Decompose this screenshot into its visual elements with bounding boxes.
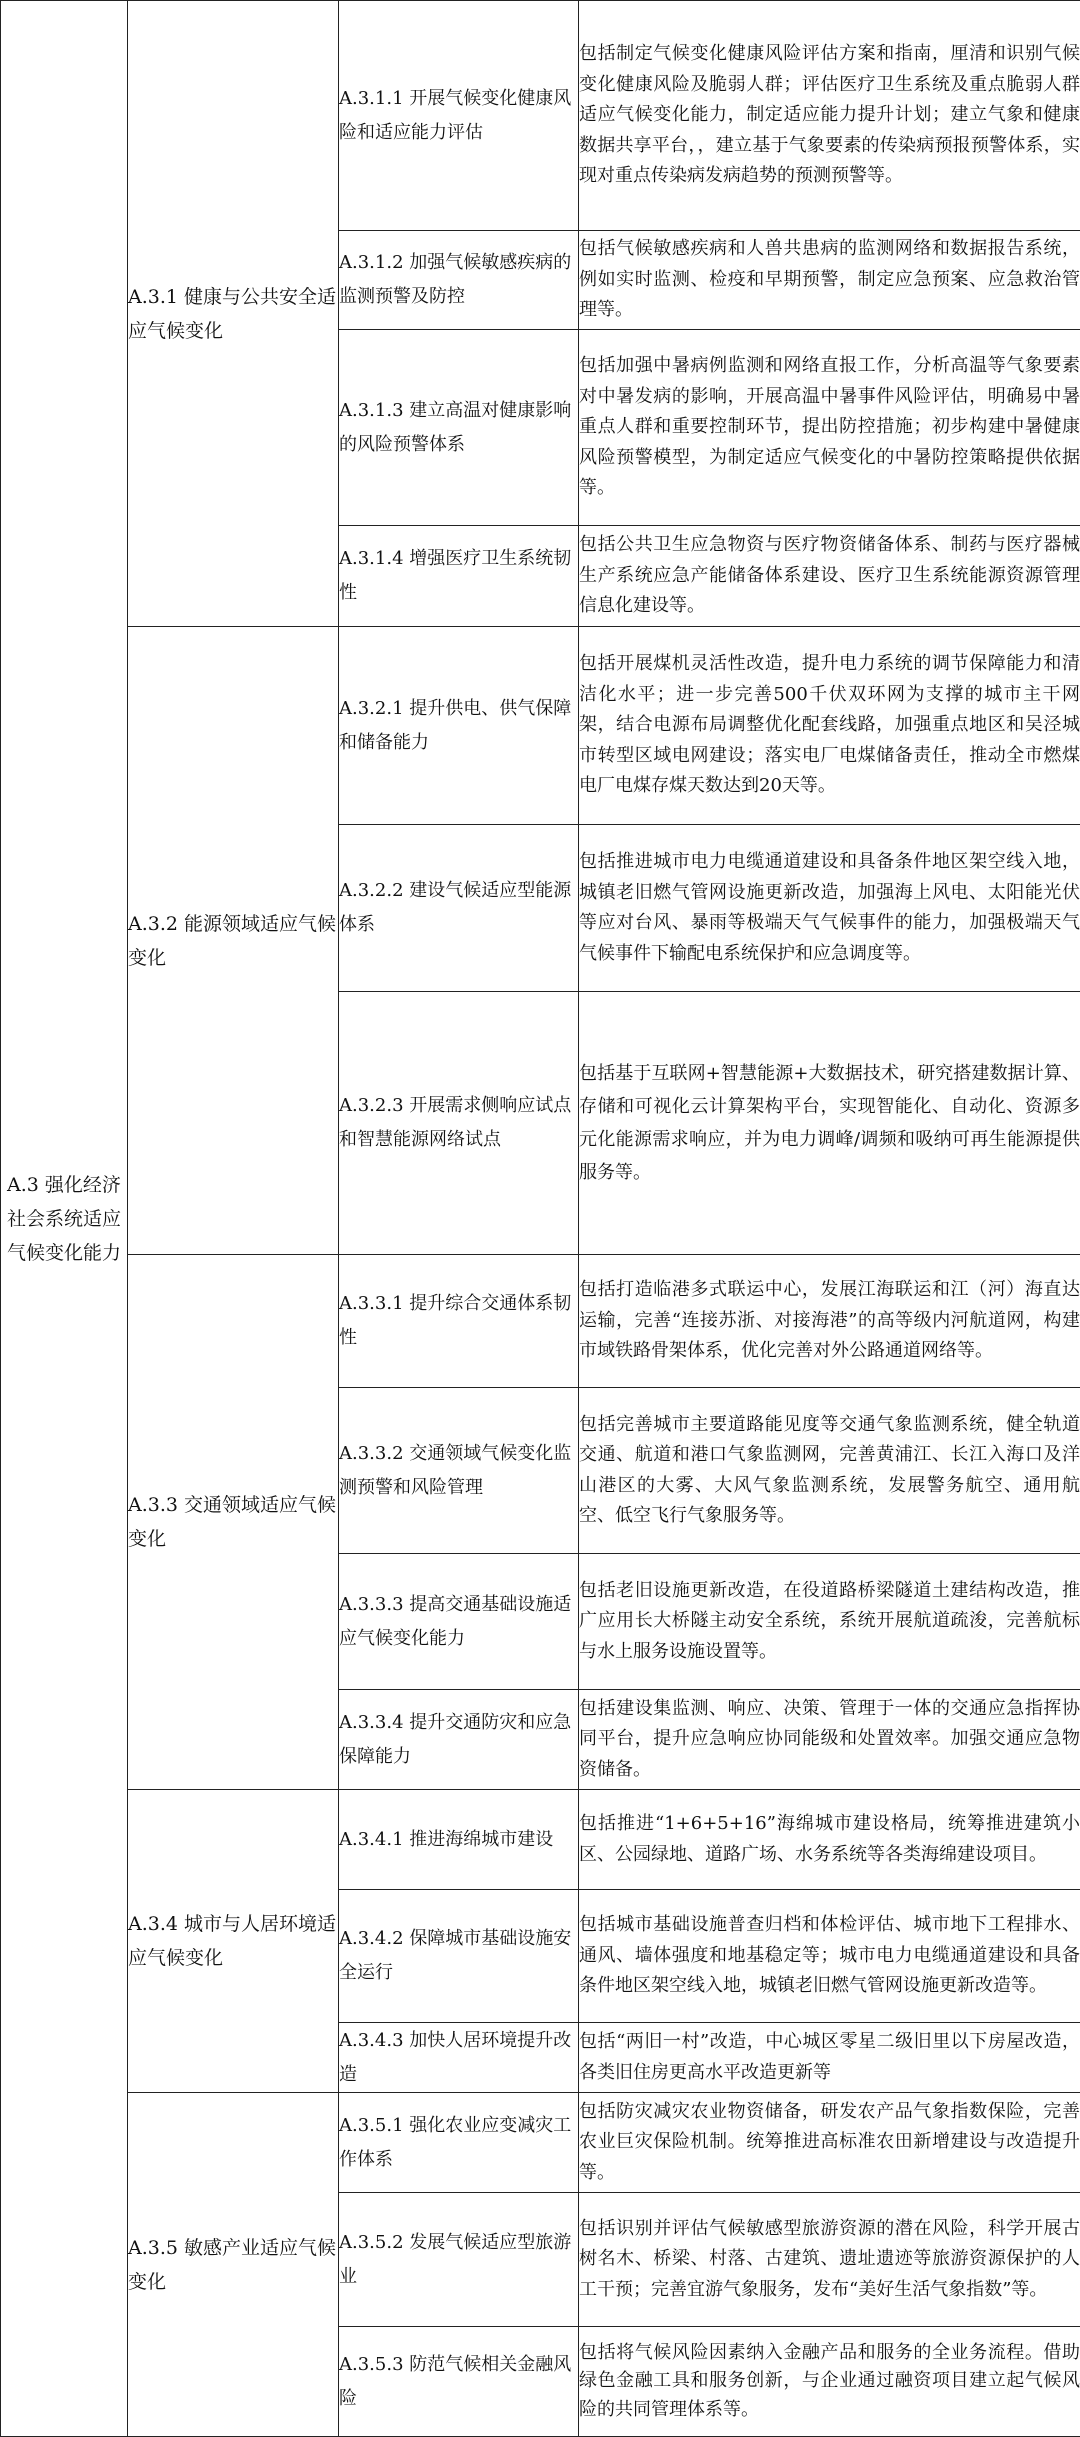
item-title: A.3.4.1 推进海绵城市建设 <box>339 1790 579 1890</box>
item-description: 包括防灾减灾农业物资储备，研发农产品气象指数保险，完善农业巨灾保险机制。统筹推进高标准农田新增建设与改造提升等。 <box>579 2093 1080 2193</box>
item-title: A.3.1.4 增强医疗卫生系统韧性 <box>339 526 579 627</box>
item-title: A.3.5.2 发展气候适应型旅游业 <box>339 2193 579 2327</box>
group-label: A.3.4 城市与人居环境适应气候变化 <box>128 1790 339 2093</box>
item-title: A.3.5.3 防范气候相关金融风险 <box>339 2327 579 2437</box>
item-description: 包括城市基础设施普查归档和体检评估、城市地下工程排水、通风、墙体强度和地基稳定等；城市电力电缆通道建设和具备条件地区架空线入地，城镇老旧燃气管网设施更新改造等。 <box>579 1890 1080 2023</box>
item-description: 包括老旧设施更新改造，在役道路桥梁隧道土建结构改造，推广应用长大桥隧主动安全系统，系统开展航道疏浚，完善航标与水上服务设施设置等。 <box>579 1554 1080 1690</box>
item-description: 包括将气候风险因素纳入金融产品和服务的全业务流程。借助绿色金融工具和服务创新，与企业通过融资项目建立起气候风险的共同管理体系等。 <box>579 2327 1080 2437</box>
item-title: A.3.2.1 提升供电、供气保障和储备能力 <box>339 627 579 825</box>
table-row <box>1 2093 1080 2193</box>
item-description: 包括开展煤机灵活性改造，提升电力系统的调节保障能力和清洁化水平；进一步完善500千伏双环网为支撑的城市主干网架，结合电源布局调整优化配套线路，加强重点地区和吴泾城市转型区域电网建设；落实电厂电煤储备责任，推动全市燃煤电厂电煤存煤天数达到20天等。 <box>579 627 1080 825</box>
table-row <box>1 1 1080 231</box>
item-title: A.3.3.4 提升交通防灾和应急保障能力 <box>339 1690 579 1790</box>
section-label: A.3 强化经济社会系统适应气候变化能力 <box>1 1 128 2437</box>
item-title: A.3.1.1 开展气候变化健康风险和适应能力评估 <box>339 1 579 231</box>
item-title: A.3.3.2 交通领域气候变化监测预警和风险管理 <box>339 1388 579 1554</box>
item-title: A.3.1.2 加强气候敏感疾病的监测预警及防控 <box>339 231 579 330</box>
item-description: 包括基于互联网+智慧能源+大数据技术，研究搭建数据计算、存储和可视化云计算架构平台，实现智能化、自动化、资源多元化能源需求响应，并为电力调峰/调频和吸纳可再生能源提供服务等。 <box>579 992 1080 1255</box>
item-description: 包括推进城市电力电缆通道建设和具备条件地区架空线入地，城镇老旧燃气管网设施更新改造，加强海上风电、太阳能光伏等应对台风、暴雨等极端天气气候事件的能力，加强极端天气气候事件下输配电系统保护和应急调度等。 <box>579 825 1080 992</box>
table-row <box>1 1790 1080 1890</box>
group-label: A.3.1 健康与公共安全适应气候变化 <box>128 1 339 627</box>
item-title: A.3.5.1 强化农业应变减灾工作体系 <box>339 2093 579 2193</box>
item-description: 包括打造临港多式联运中心，发展江海联运和江（河）海直达运输，完善“连接苏浙、对接海港”的高等级内河航道网，构建市域铁路骨架体系，优化完善对外公路通道网络等。 <box>579 1255 1080 1388</box>
group-label: A.3.3 交通领域适应气候变化 <box>128 1255 339 1790</box>
group-label: A.3.5 敏感产业适应气候变化 <box>128 2093 339 2437</box>
table-row <box>1 627 1080 825</box>
item-title: A.3.2.3 开展需求侧响应试点和智慧能源网络试点 <box>339 992 579 1255</box>
item-description: 包括完善城市主要道路能见度等交通气象监测系统，健全轨道交通、航道和港口气象监测网，完善黄浦江、长江入海口及洋山港区的大雾、大风气象监测系统，发展警务航空、通用航空、低空飞行气象服务等。 <box>579 1388 1080 1554</box>
item-description: 包括制定气候变化健康风险评估方案和指南，厘清和识别气候变化健康风险及脆弱人群；评估医疗卫生系统及重点脆弱人群适应气候变化能力，制定适应能力提升计划；建立气象和健康数据共享平台，，建立基于气象要素的传染病预报预警体系，实现对重点传染病发病趋势的预测预警等。 <box>579 1 1080 231</box>
item-description: 包括推进“1+6+5+16”海绵城市建设格局，统筹推进建筑小区、公园绿地、道路广场、水务系统等各类海绵建设项目。 <box>579 1790 1080 1890</box>
table-row <box>1 1255 1080 1388</box>
item-title: A.3.1.3 建立高温对健康影响的风险预警体系 <box>339 330 579 526</box>
item-title: A.3.3.3 提高交通基础设施适应气候变化能力 <box>339 1554 579 1690</box>
item-title: A.3.3.1 提升综合交通体系韧性 <box>339 1255 579 1388</box>
item-description: 包括气候敏感疾病和人兽共患病的监测网络和数据报告系统，例如实时监测、检疫和早期预警，制定应急预案、应急救治管理等。 <box>579 231 1080 330</box>
item-description: 包括公共卫生应急物资与医疗物资储备体系、制药与医疗器械生产系统应急产能储备体系建设、医疗卫生系统能源资源管理信息化建设等。 <box>579 526 1080 627</box>
item-description: 包括加强中暑病例监测和网络直报工作，分析高温等气象要素对中暑发病的影响，开展高温中暑事件风险评估，明确易中暑重点人群和重要控制环节，提出防控措施；初步构建中暑健康风险预警模型，为制定适应气候变化的中暑防控策略提供依据等。 <box>579 330 1080 526</box>
item-title: A.3.4.3 加快人居环境提升改造 <box>339 2023 579 2093</box>
item-description: 包括识别并评估气候敏感型旅游资源的潜在风险，科学开展古树名木、桥梁、村落、古建筑、遗址遗迹等旅游资源保护的人工干预；完善宜游气象服务，发布“美好生活气象指数”等。 <box>579 2193 1080 2327</box>
item-description: 包括建设集监测、响应、决策、管理于一体的交通应急指挥协同平台，提升应急响应协同能级和处置效率。加强交通应急物资储备。 <box>579 1690 1080 1790</box>
item-title: A.3.4.2 保障城市基础设施安全运行 <box>339 1890 579 2023</box>
item-title: A.3.2.2 建设气候适应型能源体系 <box>339 825 579 992</box>
item-description: 包括“两旧一村”改造，中心城区零星二级旧里以下房屋改造，各类旧住房更高水平改造更新等 <box>579 2023 1080 2093</box>
group-label: A.3.2 能源领域适应气候变化 <box>128 627 339 1255</box>
